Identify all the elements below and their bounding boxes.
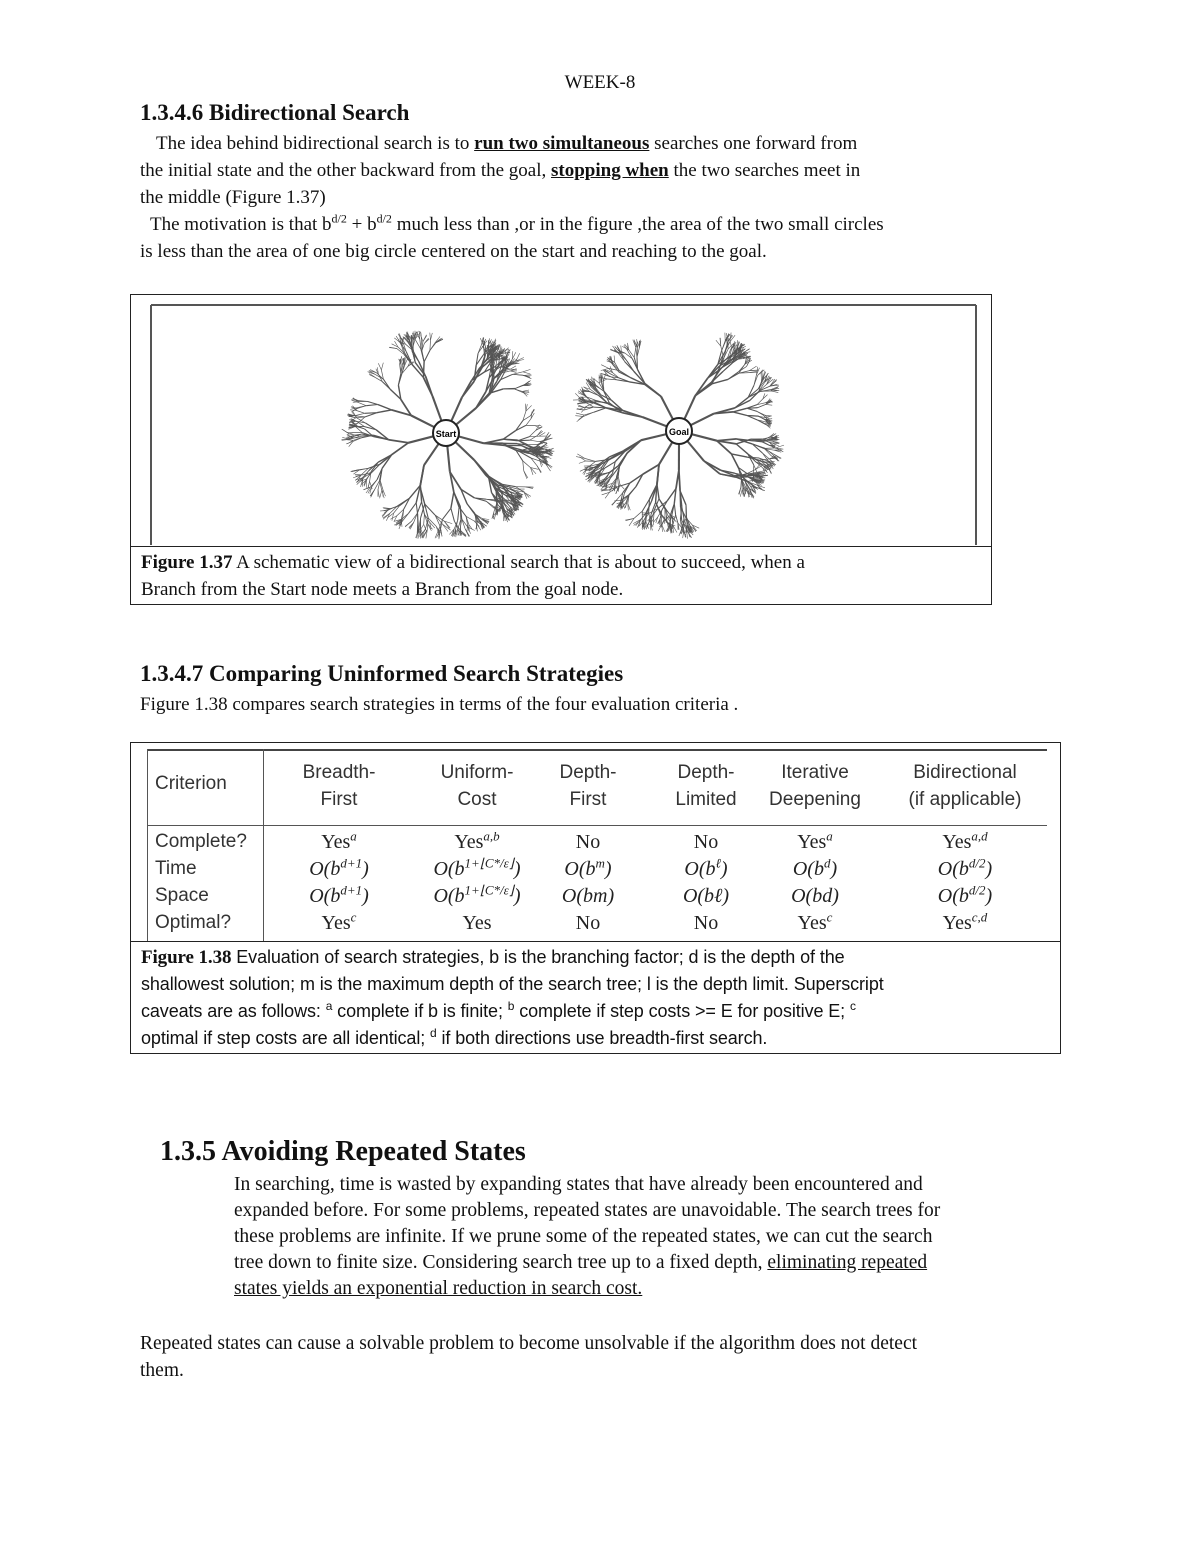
cell-value: O(b (433, 858, 465, 880)
tree-branch (757, 411, 765, 415)
tree-branch (619, 371, 630, 378)
section-title-repeated-states: 1.3.5 Avoiding Repeated States (160, 1136, 526, 1167)
cell-paren: ) (362, 885, 369, 907)
tree-branch (451, 492, 454, 508)
cell-value: Yes (321, 912, 351, 934)
tree-branch (347, 440, 354, 441)
tree-branch (733, 412, 747, 416)
text: the middle (Figure 1.37) (140, 187, 326, 208)
text: The motivation is that b (150, 214, 332, 235)
tree-branch (747, 408, 757, 411)
paragraph-comparing-intro: Figure 1.38 compares search strategies in terms of the four evaluation criteria . (140, 694, 739, 715)
tree-branch (661, 396, 673, 419)
tree-branch (625, 440, 641, 451)
text: if both directions use breadth-first search. (436, 1028, 768, 1048)
tree-branch (420, 465, 424, 486)
tree-branch (366, 405, 378, 406)
tree-branch (399, 333, 403, 341)
cell-superscript: 1+⌊C*/ε⌋ (464, 882, 514, 898)
text: + b (346, 214, 377, 235)
row-label: Optimal? (155, 912, 232, 933)
cell-superscript: d (823, 855, 831, 871)
tree-branch (618, 465, 619, 476)
tree-branch (353, 438, 362, 442)
cell-superscript: d/2 (968, 882, 986, 898)
tree-branch (634, 511, 642, 518)
tree-branch (524, 471, 527, 479)
tree-branch (758, 470, 766, 472)
text: shallowest solution; m is the maximum depth of the search tree; l is the depth limit. Superscript (141, 974, 884, 994)
cell-value: Yes (797, 831, 827, 853)
sup: c (849, 999, 856, 1013)
text: is less than the area of one big circle centered on the start and reaching to the goal. (140, 241, 767, 262)
tree-branch (614, 356, 615, 363)
tree-branch (523, 372, 530, 374)
column-header-line: Bidirectional (913, 762, 1017, 783)
tree-branch (380, 491, 382, 499)
tree-branch (349, 416, 356, 418)
table-cell (755, 855, 875, 881)
column-header-criterion: Criterion (155, 773, 227, 794)
tree-branch (378, 405, 392, 410)
text: these problems are infinite. If we prune some of the repeated states, we can cut the search (234, 1226, 933, 1247)
text: optimal if step costs are all identical; (141, 1028, 431, 1048)
tree-branch (382, 510, 388, 516)
tree-branch (430, 333, 431, 341)
strategy-comparison-table (147, 749, 1047, 941)
tree-branch (440, 527, 442, 537)
text: much less than ,or in the figure ,the area of the two small circles (391, 214, 884, 235)
cell-superscript: a,d (971, 828, 988, 844)
cell-superscript: ℓ (715, 855, 721, 871)
cell-value: O(bm) (561, 885, 615, 907)
tree-branch (367, 401, 377, 404)
tree-branch (523, 461, 531, 468)
table-cell (661, 831, 751, 854)
sup: a (325, 999, 333, 1013)
table-cell (533, 885, 643, 908)
tree-branch (451, 508, 455, 521)
table-cell (755, 909, 875, 935)
sup: b (507, 999, 515, 1013)
cell-paren: ) (985, 885, 993, 907)
tree-branch (417, 502, 421, 514)
tree-branch (467, 504, 474, 514)
tree-branch (423, 335, 427, 342)
tree-branch (529, 436, 539, 437)
tree-branch (641, 434, 666, 440)
figure-1-38-box (130, 742, 1061, 1054)
tree-branch (739, 373, 749, 374)
tree-branch (539, 433, 545, 437)
tree-branch (526, 419, 531, 426)
table-cell (885, 909, 1045, 935)
paragraph-repeated-states (234, 1172, 1094, 1302)
tree-branch (424, 444, 439, 466)
paragraph-bidirectional-idea (140, 130, 1080, 265)
cell-paren: ) (513, 885, 521, 907)
tree-branch (430, 340, 431, 350)
tree-branch (730, 341, 732, 349)
tree-branch (736, 444, 748, 454)
cell-value: Yes (462, 912, 492, 934)
tree-branch (462, 519, 465, 529)
column-header (885, 759, 1045, 813)
tree-branch (411, 416, 434, 428)
column-header-line: First (569, 789, 607, 810)
tree-branch (377, 410, 392, 413)
tree-branch (424, 514, 425, 524)
figure-label: Figure 1.37 (141, 552, 233, 573)
figure-1-38-caption (141, 944, 1056, 1052)
sup: d/2 (331, 211, 347, 226)
sup: d (430, 1026, 437, 1040)
tree-branch (462, 380, 472, 397)
emphasis-run-two: run two simultaneous (474, 133, 650, 154)
bidirectional-search-illustration (131, 295, 991, 547)
figure-1-37-box (130, 294, 992, 605)
text: caveats are as follows: (141, 1001, 326, 1021)
tree-branch (424, 350, 430, 362)
cell-superscript: d+1 (340, 882, 363, 898)
cell-value: O(b (309, 858, 341, 880)
tree-branch (503, 388, 515, 389)
tree-branch (357, 411, 365, 414)
tree-branch (756, 466, 762, 470)
cell-value: No (693, 831, 719, 853)
cell-paren: ) (513, 858, 521, 880)
table-cell (269, 882, 409, 908)
tree-branch (454, 492, 461, 507)
tree-branch (474, 460, 486, 476)
cell-value: O(b (684, 858, 716, 880)
tree-branch (579, 397, 587, 398)
cell-superscript: d/2 (968, 855, 986, 871)
table-cell (885, 828, 1045, 854)
row-label: Space (155, 885, 209, 906)
cell-superscript: m (595, 855, 605, 871)
tree-branch (657, 465, 659, 486)
underlined-text: eliminating repeated (767, 1252, 928, 1273)
tree-branch (371, 490, 375, 496)
column-header-line: Depth- (677, 762, 735, 783)
table-cell (885, 855, 1045, 881)
tree-branch (594, 408, 607, 412)
tree-branch (766, 404, 773, 405)
table-cell (661, 855, 751, 881)
tree-branch (576, 413, 584, 415)
column-header-line: Breadth- (302, 762, 376, 783)
cell-value: O(b (564, 858, 596, 880)
figure-1-37-caption (141, 549, 986, 603)
table-cell (661, 885, 751, 908)
cell-superscript: a,b (483, 828, 500, 844)
cell-value: O(b (792, 858, 824, 880)
cell-superscript: c (350, 909, 357, 925)
text: Repeated states can cause a solvable problem to become unsolvable if the algorithm does not detect (140, 1333, 918, 1354)
table-cell (269, 828, 409, 854)
tree-branch (625, 362, 634, 372)
text: In searching, time is wasted by expanding states that have already been encountered and (234, 1174, 923, 1195)
sup: d/2 (376, 211, 392, 226)
cell-value: O(bd) (791, 885, 839, 907)
cell-paren: ) (830, 858, 838, 880)
cell-value: Yes (454, 831, 484, 853)
cell-value: O(b (937, 858, 969, 880)
start-node-label: Start (435, 429, 457, 439)
tree-branch (409, 503, 417, 513)
cell-value: Yes (321, 831, 351, 853)
text: Branch from the Start node meets a Branch from the goal node. (141, 579, 624, 600)
tree-branch (389, 440, 409, 443)
tree-branch (383, 513, 390, 519)
underlined-text: states yields an exponential reduction in search cost. (234, 1278, 643, 1299)
text: Evaluation of search strategies, b is the branching factor; d is the depth of the (231, 947, 845, 967)
table-cell (533, 855, 643, 881)
cell-value: No (693, 912, 719, 934)
tree-branch (421, 350, 424, 362)
table-cell (755, 828, 875, 854)
text: the two searches meet in (668, 160, 861, 181)
tree-branch (392, 443, 409, 455)
tree-branch (728, 372, 738, 379)
text: A schematic view of a bidirectional search that is about to succeed, when a (232, 552, 805, 573)
tree-branch (588, 467, 594, 468)
column-header-line: Iterative (781, 762, 849, 783)
tree-branch (451, 397, 462, 421)
tree-branch (584, 412, 594, 415)
cell-paren: ) (604, 858, 612, 880)
cell-value: O(b (937, 885, 969, 907)
row-label: Complete? (155, 831, 247, 852)
tree-branch (618, 478, 619, 488)
table-cell (885, 882, 1045, 908)
tree-branch (691, 414, 714, 426)
cell-superscript: c (826, 909, 833, 925)
text: searches one forward from (649, 133, 858, 154)
table-cell (269, 909, 409, 935)
table-cell (269, 855, 409, 881)
column-header-line: (if applicable) (908, 789, 1022, 810)
cell-paren: ) (720, 858, 728, 880)
tree-branch (687, 441, 704, 461)
table-cell (755, 885, 875, 908)
tree-branch (503, 431, 516, 440)
tree-branch (426, 376, 433, 396)
tree-branch (523, 369, 531, 371)
figure-label: Figure 1.38 (141, 947, 232, 968)
column-header (661, 759, 751, 813)
tree-branch (443, 508, 451, 519)
paragraph-unsolvable (140, 1330, 1100, 1384)
table-cell (533, 912, 643, 935)
tree-branch (459, 436, 484, 443)
page-header: WEEK-8 (564, 72, 636, 93)
cell-paren: ) (362, 858, 369, 880)
tree-branch (540, 444, 547, 448)
column-header-line: Depth- (559, 762, 617, 783)
column-header-line: Cost (457, 789, 497, 810)
text: the initial state and the other backward from the goal, (140, 160, 551, 181)
column-header-line: Uniform- (440, 762, 514, 783)
tree-branch (486, 501, 494, 506)
tree-branch (447, 446, 450, 472)
tree-branch (733, 408, 747, 412)
tree-branch (523, 461, 524, 471)
tree-branch (430, 343, 436, 351)
tree-branch (643, 417, 667, 426)
tree-branch (431, 333, 433, 340)
tree-branch (625, 353, 632, 359)
text: tree down to finite size. Considering search tree up to a fixed depth, (234, 1252, 768, 1273)
tree-branch (421, 332, 422, 340)
tree-branch (424, 339, 429, 343)
tree-branch (342, 429, 349, 434)
tree-branch (731, 454, 738, 469)
cell-superscript: d+1 (340, 855, 363, 871)
tree-branch (722, 341, 726, 351)
tree-branch (676, 470, 679, 489)
tree-branch (408, 436, 433, 443)
cell-superscript: a (350, 828, 357, 844)
tree-branch (515, 385, 524, 388)
text: them. (140, 1360, 184, 1381)
goal-node-label: Goal (668, 427, 690, 437)
tree-branch (765, 448, 776, 449)
column-header (755, 759, 875, 813)
tree-branch (372, 480, 377, 487)
tree-branch (731, 454, 747, 457)
tree-branch (530, 440, 540, 442)
section-title-comparing: 1.3.4.7 Comparing Uninformed Search Strategies (140, 661, 624, 686)
cell-value: Yes (942, 912, 972, 934)
column-header (269, 759, 409, 813)
tree-branch (659, 442, 672, 464)
table-cell (661, 912, 751, 935)
table-cell (533, 831, 643, 854)
tree-branch (704, 461, 720, 474)
tree-branch (673, 515, 675, 524)
cell-value: O(b (309, 885, 341, 907)
tree-branch (579, 461, 586, 463)
tree-branch (510, 366, 516, 369)
cell-paren: ) (985, 858, 993, 880)
tree-branch (761, 373, 762, 381)
tree-branch (456, 408, 476, 425)
tree-branch (684, 396, 695, 420)
tree-branch (643, 465, 659, 475)
tree-branch (656, 502, 661, 514)
tree-branch (356, 413, 365, 415)
cell-value: No (575, 912, 601, 934)
tree-branch (460, 507, 461, 519)
tree-branch (629, 487, 636, 496)
column-header-line: Limited (675, 789, 737, 810)
cell-superscript: c,d (971, 909, 988, 925)
emphasis-stopping-when: stopping when (551, 160, 669, 181)
tree-branch (740, 490, 742, 497)
tree-branch (756, 464, 761, 470)
text: complete if step costs >= E for positive E; (514, 1001, 850, 1021)
tree-branch (674, 504, 675, 515)
tree-branch (433, 396, 442, 420)
tree-branch (381, 363, 383, 370)
section-title-bidirectional: 1.3.4.6 Bidirectional Search (140, 100, 410, 125)
cell-value: O(bℓ) (682, 885, 730, 907)
column-header-line: First (320, 789, 358, 810)
cell-superscript: 1+⌊C*/ε⌋ (464, 855, 514, 871)
tree-branch (514, 389, 522, 392)
text: complete if b is finite; (332, 1001, 508, 1021)
column-header (533, 759, 643, 813)
tree-branch (522, 390, 529, 391)
row-label: Time (155, 858, 197, 879)
tree-branch (358, 402, 366, 405)
tree-branch (601, 365, 609, 369)
tree-branch (458, 507, 459, 520)
cell-superscript: a (826, 828, 833, 844)
tree-branch (658, 524, 661, 531)
column-header-line: Deepening (769, 789, 861, 810)
tree-branch (353, 411, 357, 418)
tree-branch (529, 430, 536, 436)
tree-branch (455, 442, 474, 460)
tree-branch (758, 404, 766, 407)
text: expanded before. For some problems, repeated states are unavoidable. The search trees for (234, 1200, 941, 1221)
tree-branch (378, 363, 381, 370)
cell-value: No (575, 831, 601, 853)
text: The idea behind bidirectional search is to (156, 133, 475, 154)
tree-branch (692, 434, 717, 441)
cell-value: Yes (942, 831, 972, 853)
cell-value: O(b (433, 885, 465, 907)
cell-value: Yes (797, 912, 827, 934)
tree-branch (634, 349, 635, 358)
tree-branch (645, 384, 661, 396)
tree-branch (577, 416, 584, 421)
